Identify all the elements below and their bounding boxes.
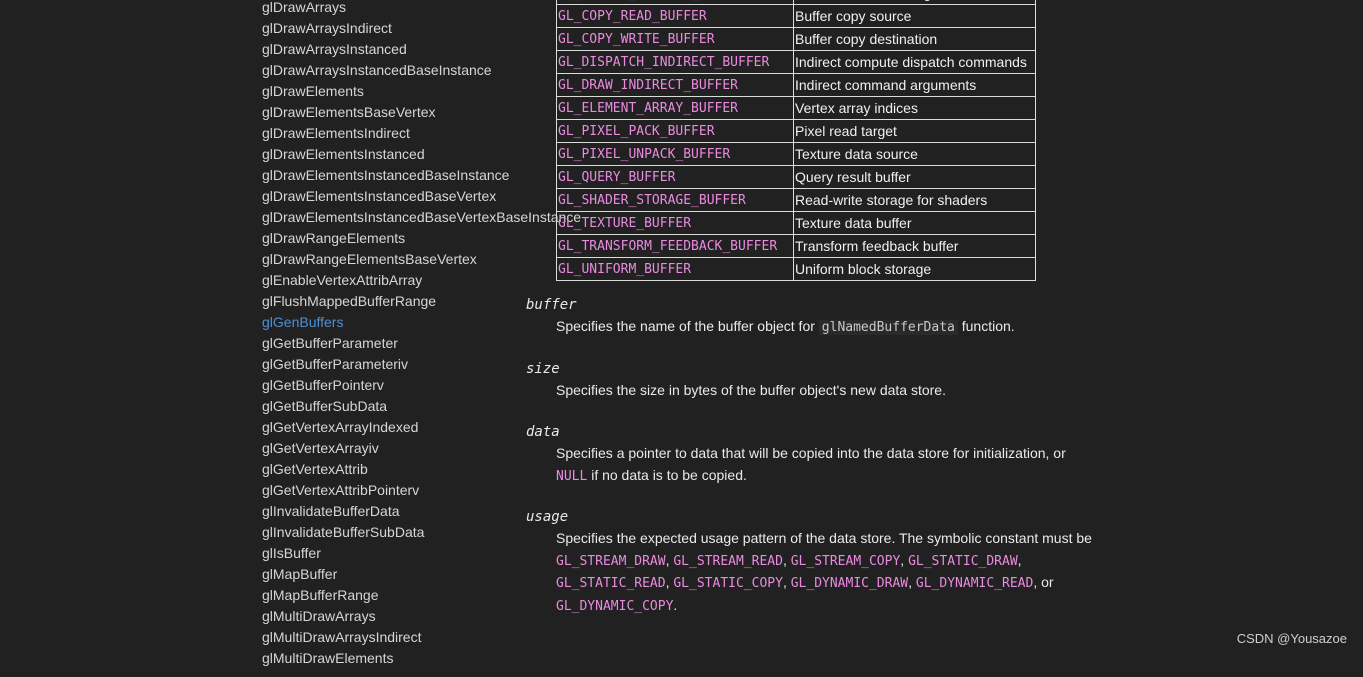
null-constant: NULL: [556, 468, 588, 484]
sidebar-item-gldrawrangeelements[interactable]: glDrawRangeElements: [262, 230, 406, 246]
table-row: [557, 212, 1036, 235]
sidebar-item-gldrawarraysinstanced[interactable]: glDrawArraysInstanced: [262, 41, 407, 57]
usage-constant: GL_STREAM_DRAW: [556, 553, 666, 569]
sidebar-item-glisbuffer[interactable]: glIsBuffer: [262, 545, 321, 561]
sidebar-item-glinvalidatebuffersubdata[interactable]: glInvalidateBufferSubData: [262, 524, 425, 540]
usage-constant: GL_DYNAMIC_READ: [915, 576, 1034, 591]
sidebar-item-glgetbuffersubdata[interactable]: glGetBufferSubData: [262, 398, 388, 414]
sidebar-item-glmapbuffer[interactable]: glMapBuffer: [262, 566, 338, 582]
sidebar-item-glmultidrawelements[interactable]: glMultiDrawElements: [262, 650, 394, 666]
function-name-code: glNamedBufferData: [819, 320, 958, 335]
usage-constant: GL_STATIC_COPY: [673, 576, 783, 591]
target-purpose: Read-write storage for shaders: [794, 189, 1036, 212]
sidebar-item-gldrawelementsinstancedbaseinstance[interactable]: glDrawElementsInstancedBaseInstance: [262, 167, 510, 183]
table-row: [557, 143, 1036, 166]
target-constant: GL_SHADER_STORAGE_BUFFER: [557, 189, 794, 212]
table-row: [557, 28, 1036, 51]
target-purpose: Indirect compute dispatch commands: [794, 51, 1036, 74]
param-desc-buffer: Specifies the name of the buffer object for glNamedBufferData function.: [556, 318, 1015, 335]
target-purpose: Buffer copy destination: [794, 28, 1036, 51]
target-purpose: Transform feedback buffer: [794, 235, 1036, 258]
target-constant: GL_PIXEL_UNPACK_BUFFER: [557, 143, 794, 166]
param-name-data: data: [526, 424, 560, 440]
sidebar-item-glgetvertexarrayiv[interactable]: glGetVertexArrayiv: [262, 440, 379, 456]
sidebar-item-gldrawarraysindirect[interactable]: glDrawArraysIndirect: [262, 20, 392, 36]
sidebar-item-gldrawarrays[interactable]: glDrawArrays: [262, 0, 347, 15]
param-desc-usage: Specifies the expected usage pattern of the data store. The symbolic constant must be GL_STREAM_DRAW, GL_STREAM_READ, GL_STREAM_COPY, GL_STATIC_DRAW, GL_STATIC_READ, GL_STATIC_COPY, GL_DYNAMIC_DRAW, GL_DYNAMIC_READ, or GL_DYNAMIC_COPY.: [556, 530, 1092, 614]
table-row: [557, 235, 1036, 258]
sidebar-item-gldrawrangeelementsbasevertex[interactable]: glDrawRangeElementsBaseVertex: [262, 251, 477, 267]
target-constant: GL_DISPATCH_INDIRECT_BUFFER: [557, 51, 794, 74]
target-constant: GL_ELEMENT_ARRAY_BUFFER: [557, 97, 794, 120]
table-row: [557, 51, 1036, 74]
sidebar-item-glgetbufferpointerv[interactable]: glGetBufferPointerv: [262, 377, 384, 393]
param-desc-data: Specifies a pointer to data that will be copied into the data store for initialization, or NULL if no data is to be copied.: [556, 445, 1066, 484]
sidebar-item-glgenbuffers[interactable]: glGenBuffers: [262, 314, 344, 330]
sidebar-item-glinvalidatebufferdata[interactable]: glInvalidateBufferData: [262, 503, 400, 519]
sidebar-item-glgetvertexarrayindexed[interactable]: glGetVertexArrayIndexed: [262, 419, 419, 435]
target-constant: GL_PIXEL_PACK_BUFFER: [557, 120, 794, 143]
param-name-buffer: buffer: [526, 297, 577, 313]
sidebar-item-gldrawarraysinstancedbaseinstance[interactable]: glDrawArraysInstancedBaseInstance: [262, 62, 492, 78]
target-constant: GL_COPY_WRITE_BUFFER: [557, 28, 794, 51]
sidebar-item-glgetbufferparameter[interactable]: glGetBufferParameter: [262, 335, 398, 351]
sidebar-item-glgetvertexattribpointerv[interactable]: glGetVertexAttribPointerv: [262, 482, 420, 498]
table-row: [557, 258, 1036, 281]
sidebar-item-gldrawelementsinstancedbasevertexbaseinstance[interactable]: glDrawElementsInstancedBaseVertexBaseInstance: [262, 209, 582, 225]
table-row: [557, 189, 1036, 212]
param-name-usage: usage: [526, 509, 569, 525]
target-constant: GL_UNIFORM_BUFFER: [557, 258, 794, 281]
sidebar-item-gldrawelementsindirect[interactable]: glDrawElementsIndirect: [262, 125, 410, 141]
target-purpose: Texture data buffer: [794, 212, 1036, 235]
sidebar-item-glmultidrawarraysindirect[interactable]: glMultiDrawArraysIndirect: [262, 629, 422, 645]
target-purpose: Uniform block storage: [794, 258, 1036, 281]
table-row: [557, 120, 1036, 143]
table-row: [557, 74, 1036, 97]
target-purpose: Indirect command arguments: [794, 74, 1036, 97]
buffer-targets-table: [556, 0, 1036, 281]
sidebar-item-gldrawelementsinstancedbasevertex[interactable]: glDrawElementsInstancedBaseVertex: [262, 188, 497, 204]
watermark: CSDN @Yousazoe: [1236, 631, 1347, 646]
usage-constant: GL_DYNAMIC_COPY: [556, 598, 674, 614]
usage-constant: GL_STREAM_COPY: [790, 553, 901, 569]
target-constant: GL_TEXTURE_BUFFER: [557, 212, 794, 235]
sidebar-item-gldrawelementsbasevertex[interactable]: glDrawElementsBaseVertex: [262, 104, 436, 120]
sidebar-item-gldrawelements[interactable]: glDrawElements: [262, 83, 364, 99]
target-constant: GL_COPY_READ_BUFFER: [557, 5, 794, 28]
table-row: [557, 5, 1036, 28]
sidebar-item-glflushmappedbufferrange[interactable]: glFlushMappedBufferRange: [262, 293, 437, 309]
target-constant: GL_TRANSFORM_FEEDBACK_BUFFER: [557, 235, 794, 258]
sidebar-item-glmapbufferrange[interactable]: glMapBufferRange: [262, 587, 379, 603]
usage-constant: GL_DYNAMIC_DRAW: [790, 576, 909, 591]
target-purpose: Texture data source: [794, 143, 1036, 166]
table-row: [557, 166, 1036, 189]
table-row: [557, 97, 1036, 120]
target-purpose: Buffer copy source: [794, 5, 1036, 28]
param-desc-size: Specifies the size in bytes of the buffer object's new data store.: [556, 382, 946, 398]
target-purpose: Pixel read target: [794, 120, 1036, 143]
sidebar-item-glgetbufferparameteriv[interactable]: glGetBufferParameteriv: [262, 356, 409, 372]
target-constant: GL_QUERY_BUFFER: [557, 166, 794, 189]
usage-constant: GL_STATIC_READ: [556, 576, 666, 591]
target-constant: GL_DRAW_INDIRECT_BUFFER: [557, 74, 794, 97]
param-name-size: size: [526, 361, 560, 377]
target-purpose: Query result buffer: [794, 166, 1036, 189]
sidebar-item-glenablevertexattribarray[interactable]: glEnableVertexAttribArray: [262, 272, 423, 288]
sidebar-item-glgetvertexattrib[interactable]: glGetVertexAttrib: [262, 461, 368, 477]
target-purpose: Vertex array indices: [794, 97, 1036, 120]
usage-constant: GL_STREAM_READ: [673, 553, 783, 569]
sidebar-item-gldrawelementsinstanced[interactable]: glDrawElementsInstanced: [262, 146, 425, 162]
sidebar-item-glmultidrawarrays[interactable]: glMultiDrawArrays: [262, 608, 376, 624]
usage-constant: GL_STATIC_DRAW: [908, 553, 1018, 569]
